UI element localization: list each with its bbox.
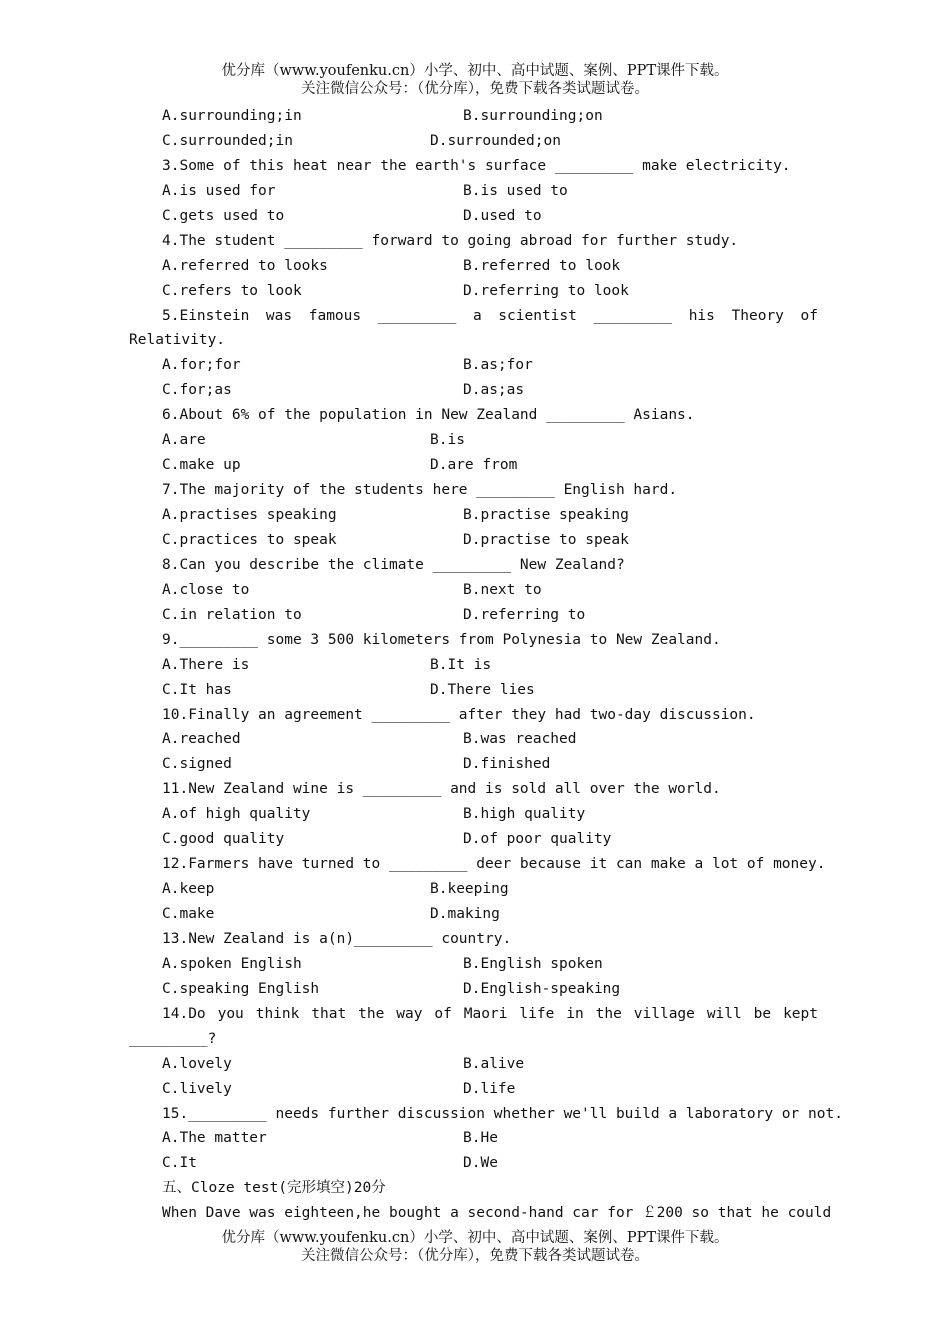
question-list	[0, 104, 950, 1226]
option-a: A.practises speaking	[162, 507, 337, 523]
option-b: B.It is	[430, 656, 492, 673]
question-stem	[0, 927, 950, 952]
option-c: C.surrounded;in	[162, 132, 293, 149]
option-row	[0, 428, 950, 453]
question-stem	[0, 229, 950, 254]
option-row	[0, 503, 950, 528]
option-row	[0, 1077, 950, 1102]
question-stem	[0, 628, 950, 653]
header-line-2: 关注微信公众号：（优分库），免费下载各类试题试卷。	[301, 81, 649, 97]
question-11: 11.New Zealand wine is _________ and is sold all over the world.	[162, 781, 721, 798]
section-heading-row	[0, 1176, 950, 1201]
option-d: D.finished	[463, 756, 551, 773]
question-12: 12.Farmers have turned to _________ deer because it can make a lot of money.	[162, 856, 826, 873]
cloze-passage-line: When Dave was eighteen,he bought a second-hand car for ￡200 so that he could	[162, 1205, 832, 1222]
option-d: D.used to	[463, 207, 542, 224]
question-4: 4.The student _________ forward to going abroad for further study.	[162, 232, 739, 249]
option-row	[0, 727, 950, 752]
question-stem	[0, 703, 950, 728]
option-a: A.keep	[162, 881, 215, 898]
option-d: D.referring to	[463, 606, 586, 623]
option-d: D.There lies	[430, 681, 535, 698]
question-5: 5.Einstein was famous _________ a scientist _________ his Theory of	[162, 307, 818, 324]
option-b: B.referred to look	[463, 257, 621, 274]
option-b: B.was reached	[463, 731, 577, 748]
question-stem-continued	[0, 1027, 950, 1052]
option-b: B.surrounding;on	[463, 108, 603, 124]
option-row	[0, 453, 950, 478]
option-d: D.of poor quality	[463, 831, 612, 848]
option-c: C.speaking English	[162, 980, 320, 997]
option-row	[0, 752, 950, 777]
option-a: A.for;for	[162, 357, 241, 374]
option-c: C.make	[162, 906, 215, 922]
option-b: B.next to	[463, 581, 542, 598]
question-stem	[0, 553, 950, 578]
option-a: A.reached	[162, 731, 241, 748]
option-d: D.surrounded;on	[430, 132, 561, 149]
option-d: D.as;as	[463, 382, 525, 399]
question-stem	[0, 1102, 950, 1127]
option-b: B.as;for	[463, 357, 533, 374]
option-b: B.high quality	[463, 806, 586, 823]
option-d: D.are from	[430, 457, 518, 474]
option-row	[0, 254, 950, 279]
option-row	[0, 528, 950, 553]
page-header	[0, 62, 950, 98]
option-c: C.practices to speak	[162, 531, 337, 548]
option-d: D.life	[463, 1080, 516, 1097]
question-stem	[0, 478, 950, 503]
option-row	[0, 827, 950, 852]
question-14: 14.Do you think that the way of Maori life in the village will be kept	[162, 1005, 818, 1022]
option-c: C.for;as	[162, 382, 232, 399]
option-c: C.signed	[162, 756, 232, 773]
option-b: B.practise speaking	[463, 507, 629, 523]
option-b: B.is	[430, 432, 465, 449]
option-row	[0, 204, 950, 229]
option-d: D.practise to speak	[463, 531, 629, 548]
question-stem	[0, 304, 950, 329]
option-c: C.make up	[162, 457, 241, 474]
footer-line-2: 关注微信公众号：（优分库），免费下载各类试题试卷。	[301, 1248, 649, 1264]
option-row	[0, 603, 950, 628]
passage-row	[0, 1201, 950, 1226]
option-b: B.alive	[463, 1055, 525, 1072]
option-row	[0, 902, 950, 927]
question-8: 8.Can you describe the climate _________ New Zealand?	[162, 556, 625, 573]
question-stem-continued	[0, 328, 950, 353]
option-d: D.We	[463, 1155, 498, 1172]
question-stem	[0, 1002, 950, 1027]
option-row	[0, 129, 950, 154]
option-a: A.referred to looks	[162, 257, 328, 274]
option-row	[0, 1052, 950, 1077]
option-a: A.lovely	[162, 1055, 232, 1072]
option-b: B.is used to	[463, 182, 568, 199]
question-15: 15._________ needs further discussion whether we'll build a laboratory or not.	[162, 1105, 843, 1122]
option-b: B.keeping	[430, 881, 509, 898]
section-5-title: 五、Cloze test(完形填空)20分	[162, 1180, 386, 1197]
option-a: A.is used for	[162, 182, 276, 199]
option-row	[0, 653, 950, 678]
option-row	[0, 104, 950, 129]
question-3: 3.Some of this heat near the earth's surface _________ make electricity.	[162, 157, 791, 174]
option-a: A.The matter	[162, 1130, 267, 1147]
page-footer	[0, 1229, 950, 1265]
option-a: A.surrounding;in	[162, 108, 302, 124]
option-d: D.English-speaking	[463, 980, 621, 997]
option-row	[0, 802, 950, 827]
option-row	[0, 678, 950, 703]
option-a: A.of high quality	[162, 806, 311, 823]
option-row	[0, 977, 950, 1002]
option-row	[0, 353, 950, 378]
question-7: 7.The majority of the students here _________ English hard.	[162, 482, 678, 499]
option-row	[0, 578, 950, 603]
option-row	[0, 279, 950, 304]
header-line-1: 优分库（www.youfenku.cn）小学、初中、高中试题、案例、PPT课件下载。	[221, 63, 729, 79]
question-6: 6.About 6% of the population in New Zealand _________ Asians.	[162, 407, 695, 424]
option-row	[0, 179, 950, 204]
option-c: C.in relation to	[162, 606, 302, 623]
option-b: B.He	[463, 1130, 498, 1147]
question-stem	[0, 154, 950, 179]
option-row	[0, 1151, 950, 1176]
question-10: 10.Finally an agreement _________ after they had two-day discussion.	[162, 706, 756, 723]
option-c: C.It	[162, 1155, 197, 1172]
option-a: A.spoken English	[162, 955, 302, 972]
option-a: A.close to	[162, 581, 250, 598]
option-a: A.are	[162, 432, 206, 449]
question-stem	[0, 852, 950, 877]
option-a: A.There is	[162, 656, 250, 673]
option-d: D.making	[430, 906, 500, 922]
option-b: B.English spoken	[463, 955, 603, 972]
question-stem	[0, 403, 950, 428]
option-c: C.gets used to	[162, 207, 285, 224]
question-9: 9._________ some 3 500 kilometers from Polynesia to New Zealand.	[162, 631, 721, 648]
question-5-continued: Relativity.	[129, 332, 226, 349]
option-row	[0, 952, 950, 977]
option-d: D.referring to look	[463, 282, 629, 299]
question-13: 13.New Zealand is a(n)_________ country.	[162, 930, 512, 947]
option-c: C.It has	[162, 681, 232, 698]
option-c: C.lively	[162, 1080, 232, 1097]
option-row	[0, 378, 950, 403]
option-c: C.refers to look	[162, 282, 302, 299]
question-14-continued: _________?	[129, 1030, 217, 1047]
option-c: C.good quality	[162, 831, 285, 848]
footer-line-1: 优分库（www.youfenku.cn）小学、初中、高中试题、案例、PPT课件下载。	[221, 1230, 729, 1246]
option-row	[0, 1126, 950, 1151]
option-row	[0, 877, 950, 902]
question-stem	[0, 777, 950, 802]
